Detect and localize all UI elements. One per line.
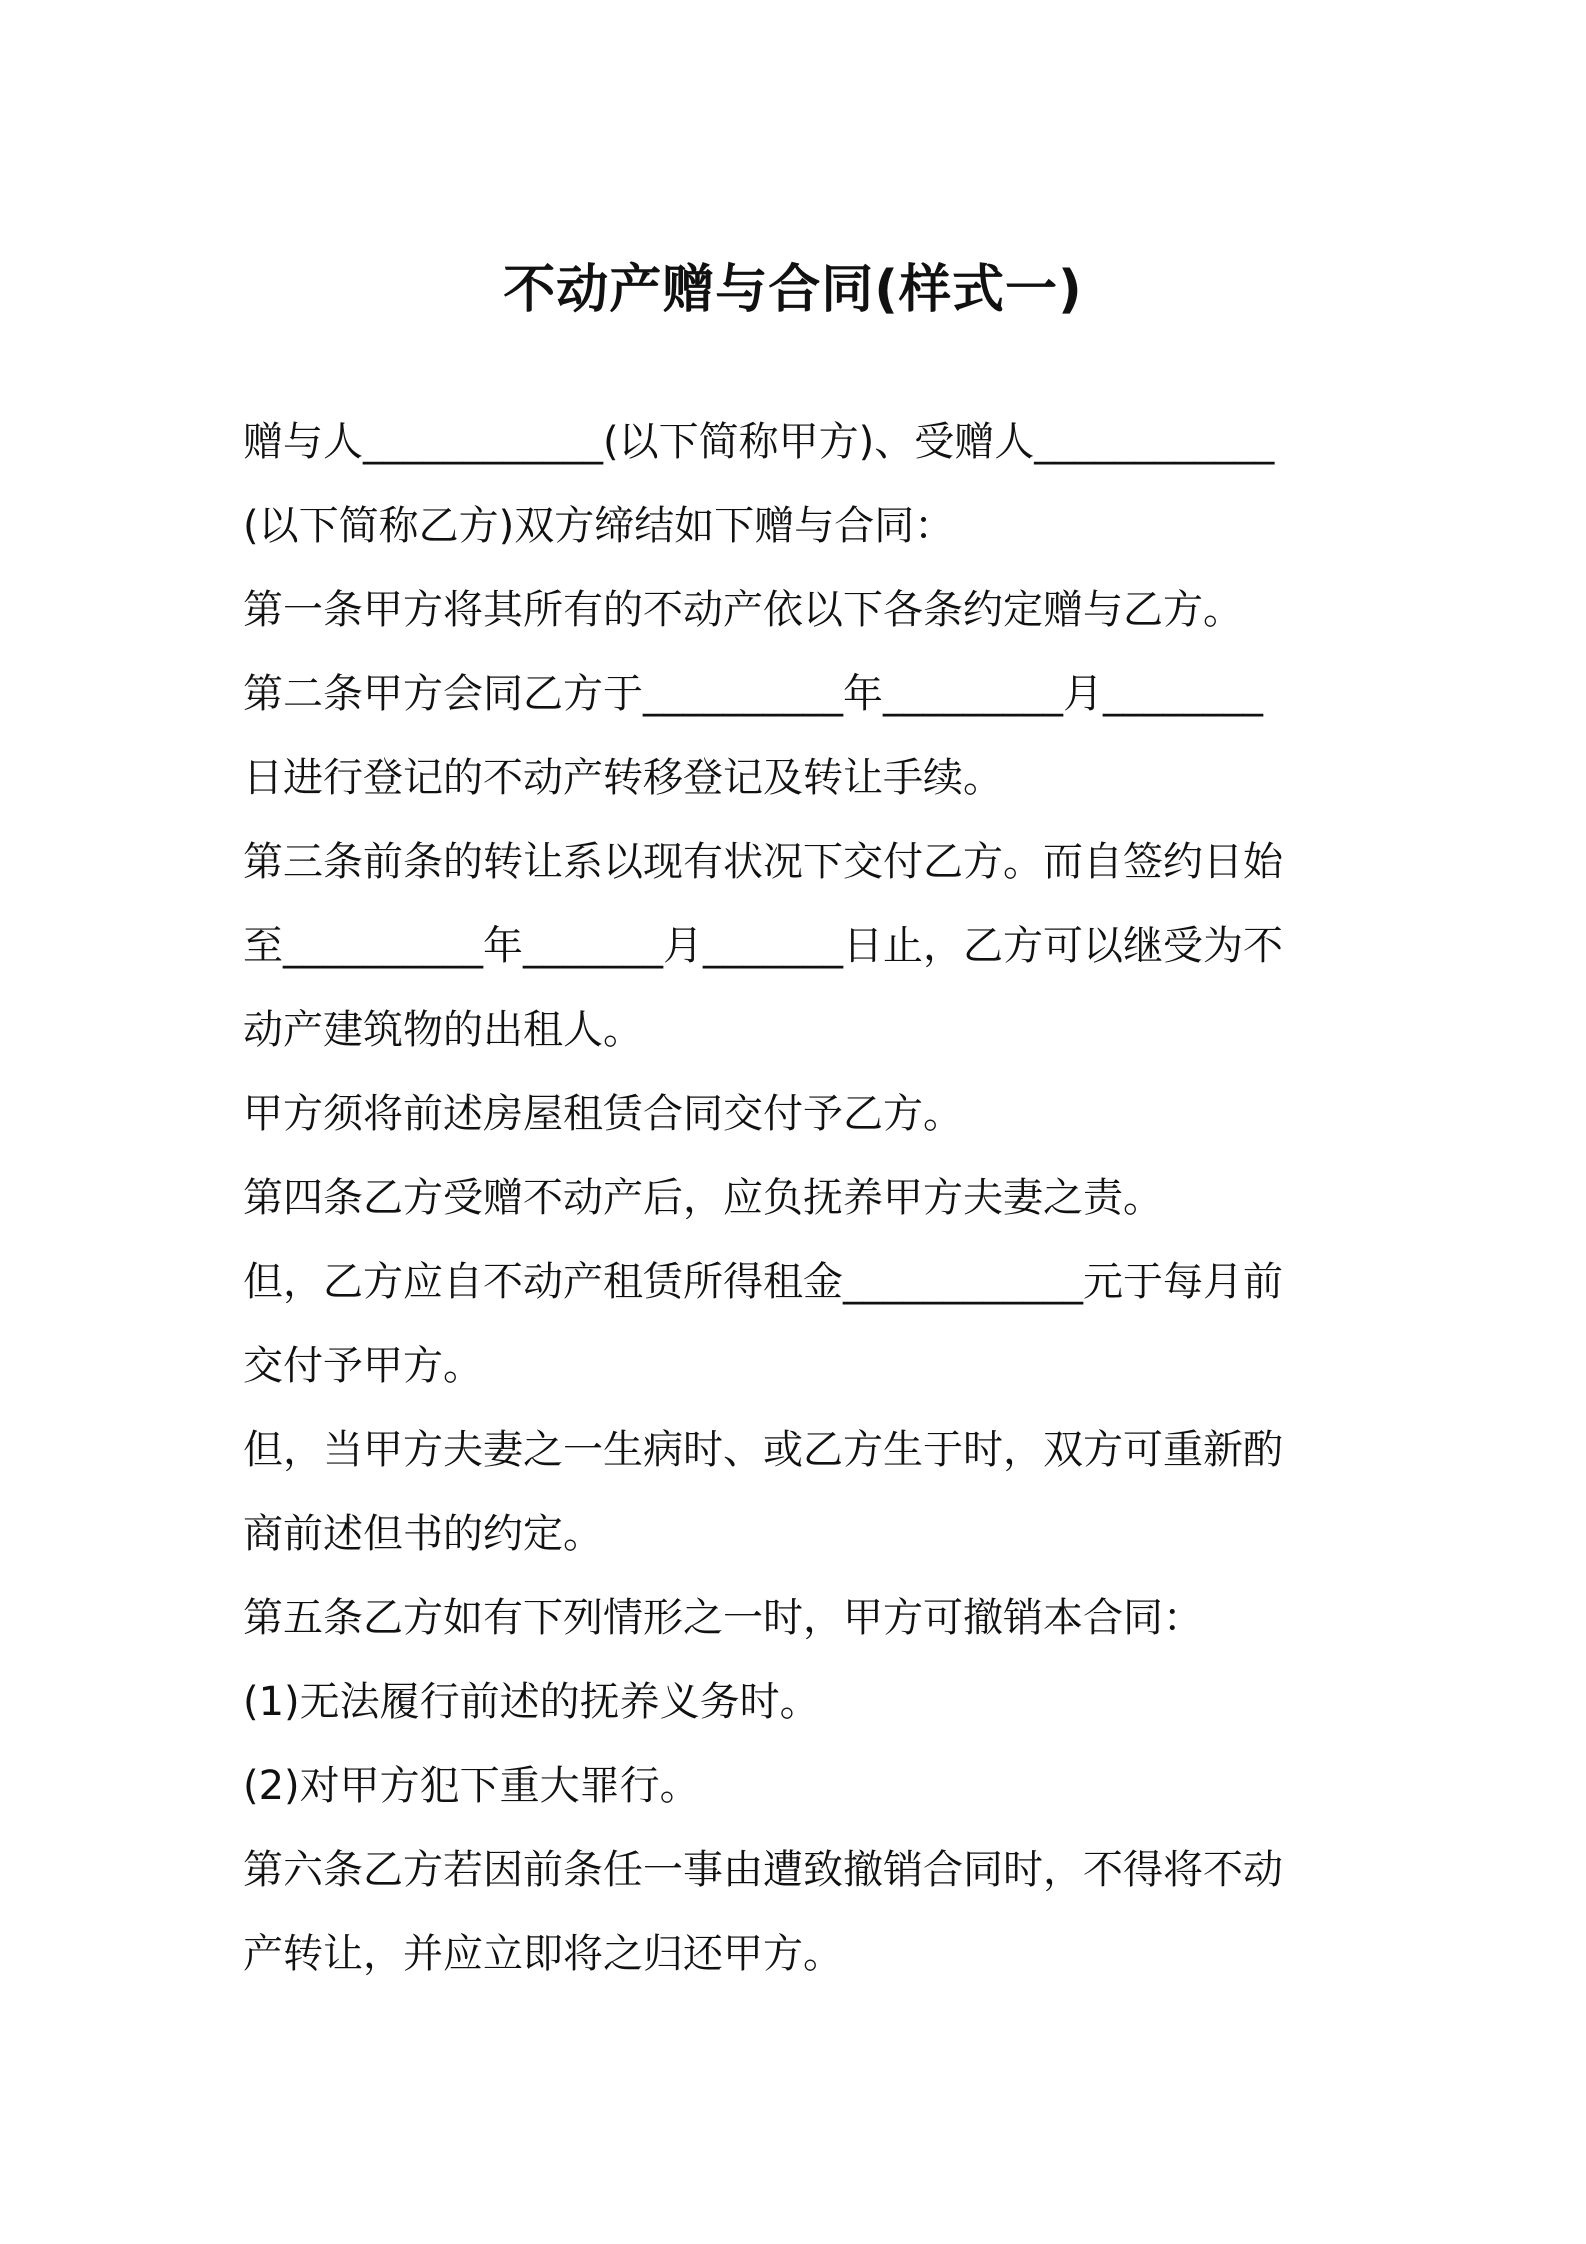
paragraph-line: 第六条乙方若因前条任一事由遭致撤销合同时，不得将不动 (243, 1847, 1283, 1893)
paragraph-line: (2)对甲方犯下重大罪行。 (243, 1763, 700, 1809)
paragraph-line: 但，当甲方夫妻之一生病时、或乙方生于时，双方可重新酌 (243, 1427, 1283, 1473)
paragraph-line: 商前述但书的约定。 (243, 1511, 603, 1557)
paragraph-line: 第一条甲方将其所有的不动产依以下各条约定赠与乙方。 (243, 587, 1243, 633)
paragraph-line: (以下简称乙方)双方缔结如下赠与合同： (243, 503, 955, 549)
paragraph-line: 赠与人____________(以下简称甲方)、受赠人____________ (243, 419, 1275, 465)
paragraph-line: 第三条前条的转让系以现有状况下交付乙方。而自签约日始 (243, 839, 1283, 885)
paragraph-line: 第五条乙方如有下列情形之一时，甲方可撤销本合同： (243, 1595, 1203, 1641)
paragraph-line: 第二条甲方会同乙方于__________年_________月________ (243, 671, 1263, 717)
paragraph-line: 动产建筑物的出租人。 (243, 1007, 643, 1053)
paragraph-line: 日进行登记的不动产转移登记及转让手续。 (243, 755, 1003, 801)
paragraph-line: 交付予甲方。 (243, 1343, 483, 1389)
paragraph-line: 但，乙方应自不动产租赁所得租金____________元于每月前 (243, 1259, 1283, 1305)
paragraph-line: (1)无法履行前述的抚养义务时。 (243, 1679, 820, 1725)
paragraph-line: 甲方须将前述房屋租赁合同交付予乙方。 (243, 1091, 963, 1137)
document-title: 不动产赠与合同(样式一) (503, 260, 1083, 320)
paragraph-line: 第四条乙方受赠不动产后，应负抚养甲方夫妻之责。 (243, 1175, 1163, 1221)
document-body (243, 400, 1348, 1996)
paragraph-line: 产转让，并应立即将之归还甲方。 (243, 1931, 843, 1977)
paragraph-line: 至__________年_______月_______日止，乙方可以继受为不 (243, 923, 1283, 969)
